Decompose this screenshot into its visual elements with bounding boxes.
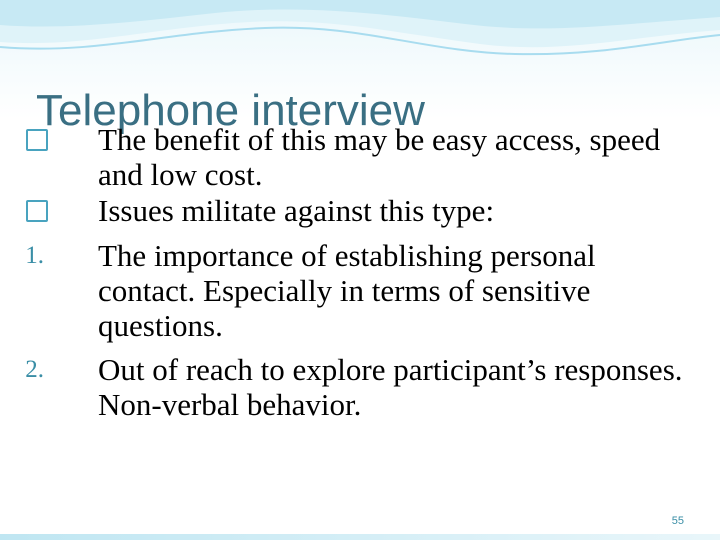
numbered-text: Out of reach to explore participant’s responses. Non-verbal behavior. (98, 352, 683, 422)
box-bullet-icon (26, 200, 48, 222)
footer-line (0, 534, 720, 540)
box-bullet-icon (26, 129, 48, 151)
numbered-text: The importance of establishing personal contact. Especially in terms of sensitive questions. (98, 238, 596, 343)
bullet-text: The benefit of this may be easy access, speed and low cost. (98, 122, 661, 192)
number-marker: 1. (25, 242, 44, 269)
bullet-text: Issues militate against this type: (98, 193, 495, 228)
slide-title: Telephone interview (36, 86, 425, 135)
number-marker: 2. (25, 356, 44, 383)
page-number: 55 (671, 515, 684, 527)
